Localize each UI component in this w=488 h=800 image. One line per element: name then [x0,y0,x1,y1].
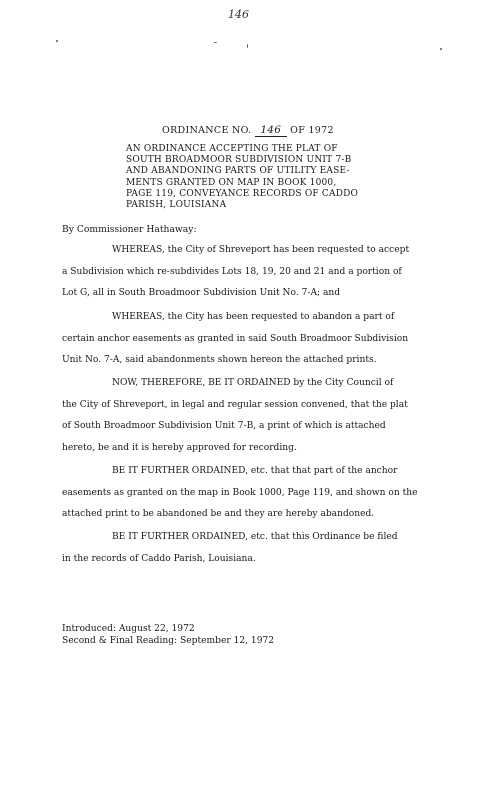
paragraph-line: attached print to be abandoned be and they are hereby abandoned. [62,509,375,519]
caption-line: AND ABANDONING PARTS OF UTILITY EASE- [126,166,350,177]
paragraph-line: of South Broadmoor Subdivision Unit 7-B, a print of which is attached [62,421,386,431]
scan-speck [440,48,442,50]
paragraph-line: WHEREAS, the City of Shreveport has been requested to accept [112,245,410,255]
title-prefix: ORDINANCE NO. [162,125,252,136]
paragraph-line: hereto, be and it is hereby approved for recording. [62,442,297,453]
sponsor-line: By Commissioner Hathaway: [62,224,197,235]
introduced-date: Introduced: August 22, 1972 [62,624,195,634]
ordained-paragraph [62,373,462,459]
caption-line: PARISH, LOUISIANA [126,200,227,211]
whereas-paragraph-2 [62,307,462,372]
paragraph-line: in the records of Caddo Parish, Louisiana. [62,553,256,564]
further-ordained-paragraph-2 [62,527,462,570]
paragraph-line: BE IT FURTHER ORDAINED, etc. that that part of the anchor [112,466,398,476]
paragraph-line: BE IT FURTHER ORDAINED, etc. that this Ordinance be filed [112,532,398,542]
caption-line: MENTS GRANTED ON MAP IN BOOK 1000, [126,177,337,188]
title-suffix: OF 1972 [290,125,334,136]
whereas-paragraph-1 [62,240,462,305]
scan-speck [56,40,58,42]
caption-line: AN ORDINANCE ACCEPTING THE PLAT OF [126,144,338,154]
paragraph-line: certain anchor easements as granted in said South Broadmoor Subdivision [62,333,409,344]
caption-line: PAGE 119, CONVEYANCE RECORDS OF CADDO [126,188,359,199]
reading-dates [62,624,274,647]
final-reading-date: Second & Final Reading: September 12, 1972 [62,635,275,646]
caption-line: SOUTH BROADMOOR SUBDIVISION UNIT 7-B [126,155,352,166]
paragraph-line: WHEREAS, the City has been requested to abandon a part of [112,312,395,322]
paragraph-line: a Subdivision which re-subdivides Lots 18, 19, 20 and 21 and a portion of [62,266,402,277]
ordinance-number: 146 [255,124,287,137]
scan-speck [214,42,217,43]
paragraph-line: Unit No. 7-A, said abandonments shown hereon the attached prints. [62,355,377,365]
further-ordained-paragraph-1 [62,461,462,526]
ordinance-title [162,124,334,137]
paragraph-line: NOW, THEREFORE, BE IT ORDAINED by the City Council of [112,378,394,388]
scan-speck [247,44,248,48]
paragraph-line: the City of Shreveport, in legal and regular session convened, that the plat [62,399,408,410]
paragraph-line: easements as granted on the map in Book 1000, Page 119, and shown on the [62,487,418,498]
ordinance-caption [126,144,386,211]
paragraph-line: Lot G, all in South Broadmoor Subdivision Unit No. 7-A; and [62,288,341,298]
handwritten-page-number: 146 [228,8,249,21]
